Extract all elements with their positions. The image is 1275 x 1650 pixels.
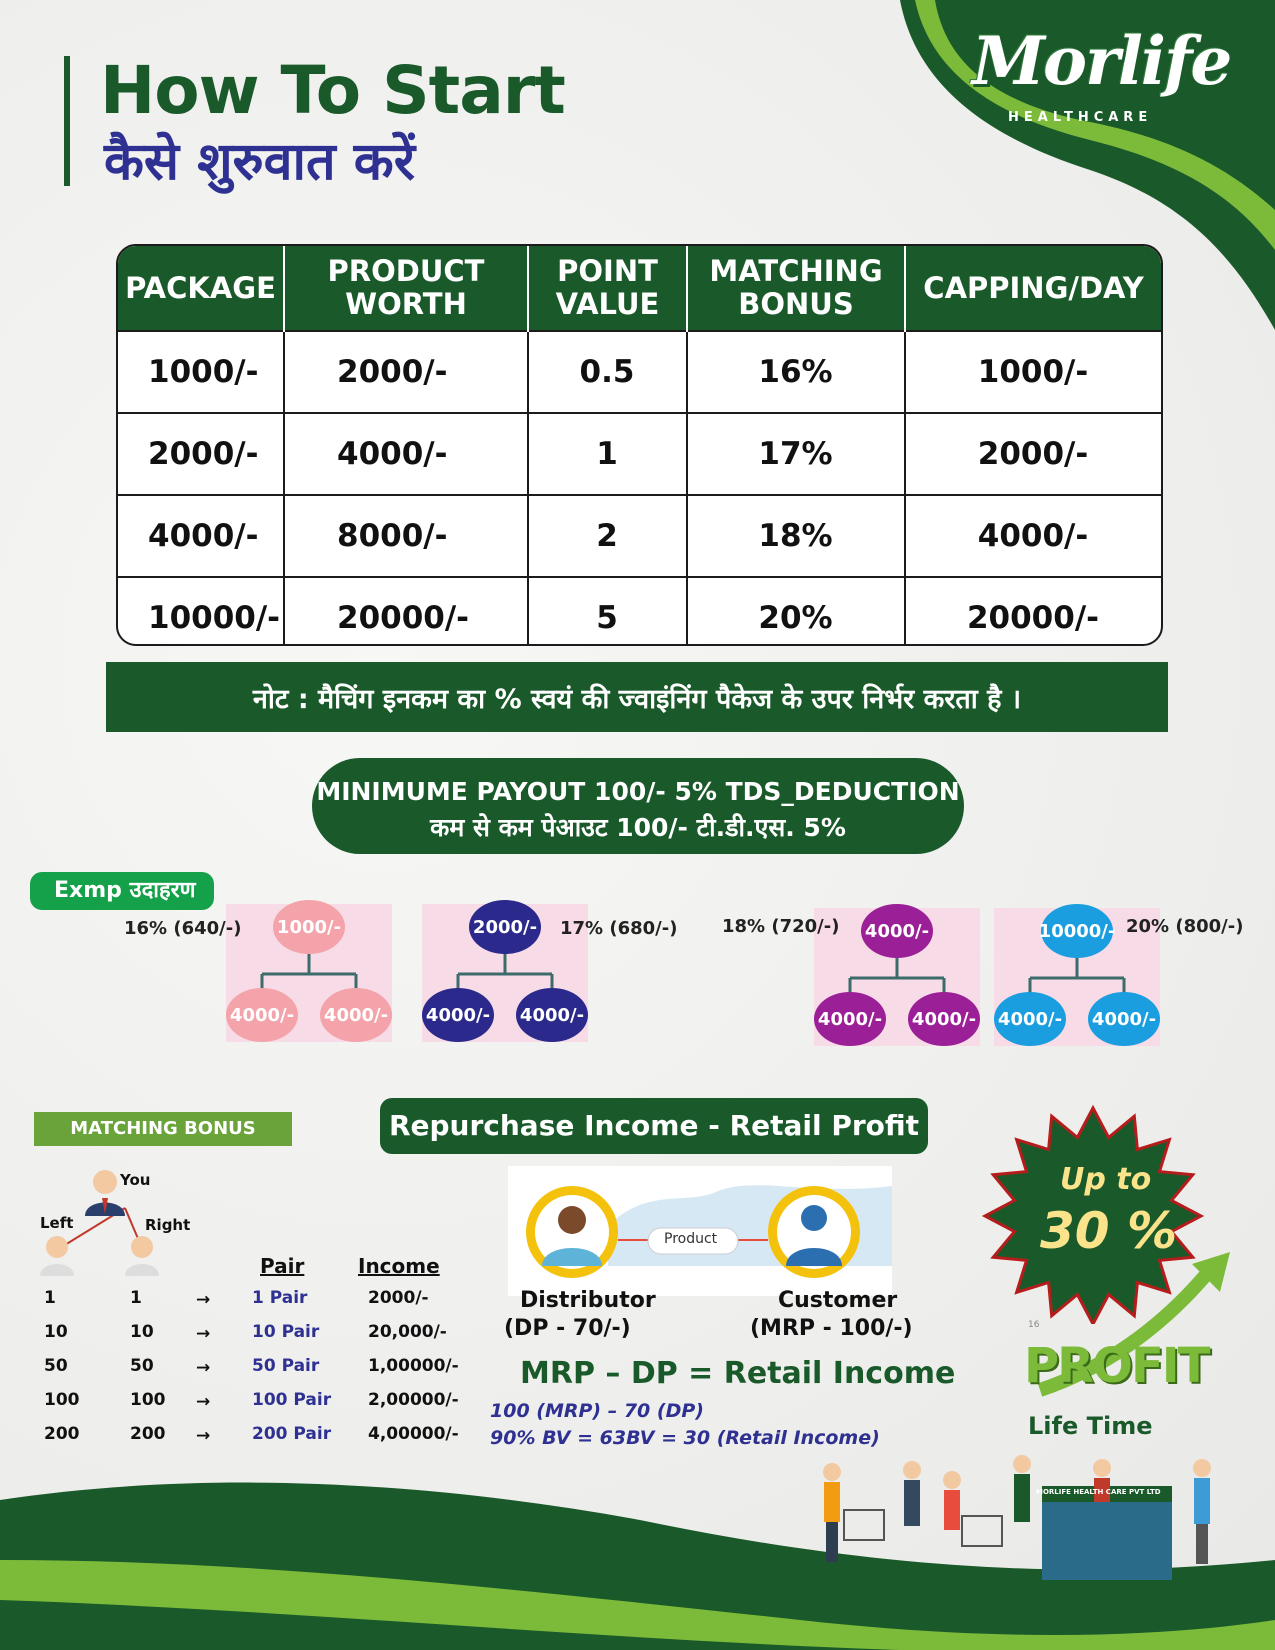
note-banner: नोट : मैचिंग इनकम का % स्वयं की ज्वाइंनिंग पैकेज के उपर निर्भर करता है । bbox=[106, 662, 1168, 732]
income-header: Income bbox=[358, 1254, 440, 1278]
table-cell: 2000/- bbox=[284, 331, 528, 413]
tree-node: 4000/- bbox=[861, 904, 933, 958]
example-label: Exmp उदाहरण bbox=[30, 872, 214, 910]
table-cell: 4000/- bbox=[118, 495, 284, 577]
table-cell: 18% bbox=[687, 495, 905, 577]
repurchase-title: Repurchase Income - Retail Profit bbox=[380, 1098, 928, 1154]
tree-node: 4000/- bbox=[422, 988, 494, 1042]
upto-text: Up to bbox=[1060, 1162, 1152, 1197]
arrow-right-icon: → bbox=[196, 1426, 211, 1446]
product-label: Product bbox=[664, 1231, 718, 1247]
tree-card bbox=[226, 904, 392, 1042]
mb-cell-pair: 100 Pair bbox=[252, 1390, 332, 1410]
left-label: Left bbox=[40, 1214, 74, 1232]
growth-arrow-icon bbox=[1020, 1250, 1240, 1420]
mb-cell-income: 4,00000/- bbox=[368, 1424, 459, 1444]
header-line: BONUS bbox=[738, 287, 854, 321]
mb-cell-r: 50 bbox=[130, 1356, 154, 1376]
mb-cell-pair: 10 Pair bbox=[252, 1322, 320, 1342]
table-cell: 1000/- bbox=[118, 331, 284, 413]
profit-word: PROFIT bbox=[1024, 1338, 1209, 1394]
mb-cell-l: 10 bbox=[44, 1322, 68, 1342]
mb-cell-pair: 50 Pair bbox=[252, 1356, 320, 1376]
payout-line-hi: कम से कम पेआउट 100/- टी.डी.एस. 5% bbox=[430, 813, 846, 842]
header-line: CAPPING/DAY bbox=[923, 270, 1144, 305]
tree-node: 4000/- bbox=[1088, 992, 1160, 1046]
mb-cell-l: 50 bbox=[44, 1356, 68, 1376]
calc-line-2: 90% BV = 63BV = 30 (Retail Income) bbox=[490, 1427, 880, 1449]
package-table bbox=[116, 244, 1163, 646]
right-avatar-icon bbox=[125, 1236, 159, 1276]
table-cell: 1 bbox=[528, 413, 687, 495]
table-header-row bbox=[118, 246, 1161, 331]
retail-formula: MRP – DP = Retail Income bbox=[520, 1356, 956, 1391]
tree-node: 4000/- bbox=[814, 992, 886, 1046]
mb-cell-pair: 1 Pair bbox=[252, 1288, 308, 1308]
tree-node: 4000/- bbox=[320, 988, 392, 1042]
right-label: Right bbox=[145, 1216, 191, 1234]
tree-bonus-label: 20% (800/-) bbox=[1126, 916, 1244, 937]
store-sign: MORLIFE HEALTH CARE PVT LTD bbox=[1036, 1488, 1161, 1496]
mb-cell-r: 1 bbox=[130, 1288, 142, 1308]
header-line: PRODUCT bbox=[327, 254, 485, 288]
customer-label: Customer bbox=[778, 1288, 898, 1313]
header-line: POINT bbox=[557, 254, 658, 288]
header-line: MATCHING bbox=[709, 254, 883, 288]
mb-cell-pair: 200 Pair bbox=[252, 1424, 332, 1444]
table-header-cell bbox=[118, 246, 284, 331]
arrow-right-icon: → bbox=[196, 1290, 211, 1310]
table-cell: 0.5 bbox=[528, 331, 687, 413]
table-row bbox=[118, 495, 1161, 577]
table-header-cell bbox=[687, 246, 905, 331]
mb-cell-l: 200 bbox=[44, 1424, 80, 1444]
table-cell: 20% bbox=[687, 577, 905, 646]
table-cell: 1000/- bbox=[905, 331, 1161, 413]
table-cell: 17% bbox=[687, 413, 905, 495]
table-row bbox=[118, 413, 1161, 495]
mb-cell-l: 100 bbox=[44, 1390, 80, 1410]
mb-cell-r: 10 bbox=[130, 1322, 154, 1342]
calc-line-1: 100 (MRP) – 70 (DP) bbox=[490, 1400, 704, 1422]
table-cell: 20000/- bbox=[905, 577, 1161, 646]
payout-line-en: MINIMUME PAYOUT 100/- 5% TDS_DEDUCTION bbox=[316, 777, 960, 806]
header-line: WORTH bbox=[345, 287, 467, 321]
table-row bbox=[118, 331, 1161, 413]
tree-node: 1000/- bbox=[273, 900, 345, 954]
table-header-cell bbox=[905, 246, 1161, 331]
page-title-hindi: कैसे शुरुवात करें bbox=[104, 132, 415, 192]
table-cell: 4000/- bbox=[905, 495, 1161, 577]
mb-cell-income: 20,000/- bbox=[368, 1322, 447, 1342]
table-row bbox=[118, 577, 1161, 646]
table-cell: 10000/- bbox=[118, 577, 284, 646]
arrow-right-icon: → bbox=[196, 1392, 211, 1412]
life-time-label: Life Time bbox=[1028, 1412, 1153, 1440]
you-label: You bbox=[120, 1171, 151, 1189]
logo-tagline: HEALTHCARE bbox=[1008, 110, 1153, 125]
mb-cell-income: 1,00000/- bbox=[368, 1356, 459, 1376]
table-body bbox=[118, 331, 1161, 646]
pair-header: Pair bbox=[260, 1254, 305, 1278]
table-cell: 2000/- bbox=[118, 413, 284, 495]
payout-banner bbox=[312, 758, 964, 854]
mb-cell-r: 100 bbox=[130, 1390, 166, 1410]
customer-mrp: (MRP - 100/-) bbox=[750, 1316, 913, 1341]
tree-node: 4000/- bbox=[908, 992, 980, 1046]
mb-cell-l: 1 bbox=[44, 1288, 56, 1308]
tree-bonus-label: 16% (640/-) bbox=[124, 918, 242, 939]
matching-bonus-label: MATCHING BONUS bbox=[34, 1112, 292, 1146]
distributor-label: Distributor bbox=[520, 1288, 656, 1313]
arrow-right-icon: → bbox=[196, 1358, 211, 1378]
table-header-cell bbox=[528, 246, 687, 331]
table-cell: 16% bbox=[687, 331, 905, 413]
logo-wordmark: Morlife bbox=[972, 22, 1231, 100]
table-cell: 8000/- bbox=[284, 495, 528, 577]
distributor-dp: (DP - 70/-) bbox=[504, 1316, 631, 1341]
tree-node: 2000/- bbox=[469, 900, 541, 954]
table-cell: 5 bbox=[528, 577, 687, 646]
page-title: How To Start bbox=[100, 52, 565, 129]
you-avatar-icon bbox=[85, 1170, 125, 1216]
mb-cell-income: 2000/- bbox=[368, 1288, 429, 1308]
mb-cell-income: 2,00000/- bbox=[368, 1390, 459, 1410]
tree-node: 4000/- bbox=[226, 988, 298, 1042]
header-line: VALUE bbox=[555, 287, 660, 321]
header-line: PACKAGE bbox=[125, 270, 276, 305]
morlife-logo bbox=[972, 22, 1242, 132]
tree-bonus-label: 18% (720/-) bbox=[722, 916, 840, 937]
table-cell: 20000/- bbox=[284, 577, 528, 646]
table-cell: 2000/- bbox=[905, 413, 1161, 495]
tree-node: 4000/- bbox=[994, 992, 1066, 1046]
shoppers-illustration bbox=[812, 1450, 1232, 1590]
upto-percent: 30 % bbox=[1040, 1202, 1178, 1260]
tree-node: 4000/- bbox=[516, 988, 588, 1042]
page-number: 16 bbox=[1028, 1320, 1040, 1330]
table-cell: 2 bbox=[528, 495, 687, 577]
tree-bonus-label: 17% (680/-) bbox=[560, 918, 678, 939]
table-header-cell bbox=[284, 246, 528, 331]
title-accent-bar bbox=[64, 56, 70, 186]
arrow-right-icon: → bbox=[196, 1324, 211, 1344]
table-cell: 4000/- bbox=[284, 413, 528, 495]
mb-cell-r: 200 bbox=[130, 1424, 166, 1444]
tree-node: 10000/- bbox=[1041, 904, 1113, 958]
